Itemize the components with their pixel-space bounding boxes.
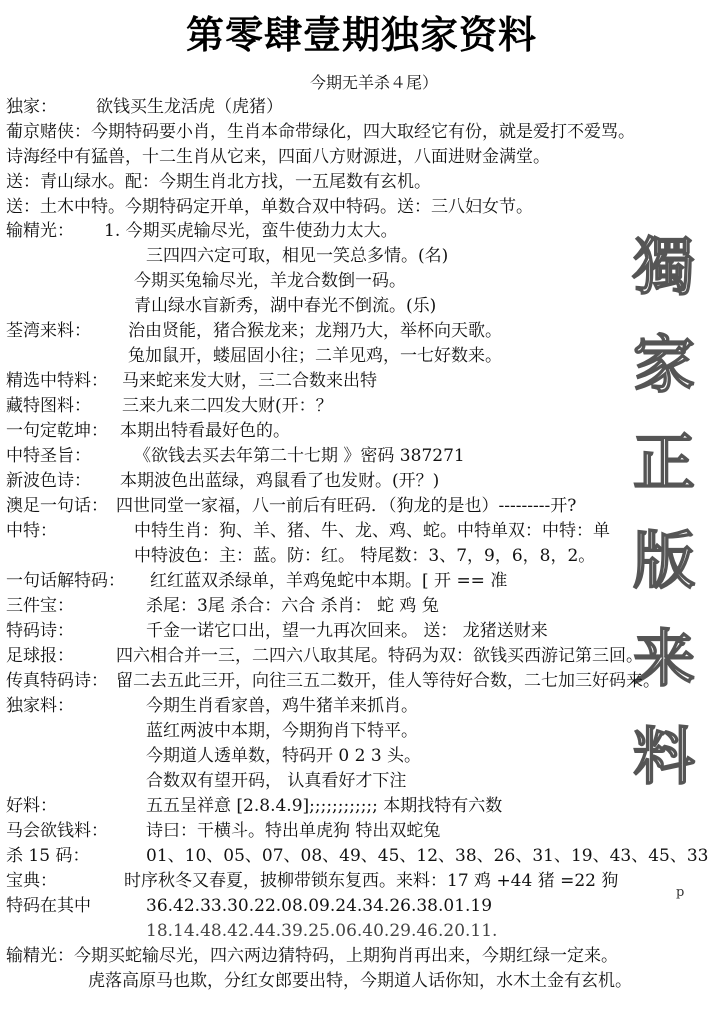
line-text: 合数双有望开码， 认真看好才下注 [146, 771, 407, 791]
watermark-vertical-text [628, 218, 700, 806]
line-text: 兔加鼠开，蝼屈固小往；二羊见鸡，一七好数来。 [128, 346, 502, 366]
line-text: 时序秋冬又春夏，披柳带锁东复西。来料：17 鸡 +44 猪 =22 狗 [124, 871, 619, 891]
line-text: 虎落高原马也欺，分红女郎要出特，今期道人话你知，水木土金有玄机。 [88, 971, 632, 991]
watermark-char: 正 [632, 426, 695, 499]
watermark-char: 来 [632, 622, 695, 695]
line-text: 葡京赌侠：今期特码要小肖，生肖本命带绿化，四大取经它有份，就是爱打不爱骂。 [6, 122, 635, 142]
line-text: 今期买兔输尽光，羊龙合数倒一码。 [134, 271, 406, 291]
watermark-char: 版 [632, 524, 695, 597]
line-text: 四六相合并一三，二四六八取其尾。特码为双：欲钱买西游记第三回。 [116, 646, 643, 666]
line-label: 荃湾来料： [6, 321, 91, 341]
line-text: 诗曰：干横斗。特出单虎狗 特出双蛇兔 [146, 821, 441, 841]
line-label: 输精光： [6, 221, 74, 241]
line-text: 三来九来二四发大财(开：？ [122, 396, 333, 416]
line-label: 新波色诗： [6, 471, 91, 491]
watermark-char: 獨 [632, 230, 695, 303]
line-text: 中特生肖：狗、羊、猪、牛、龙、鸡、蛇。中特单双：中特：单 [134, 521, 610, 541]
line-label: 特码在其中 [6, 896, 91, 916]
line-label: 一句定乾坤： [6, 421, 108, 441]
watermark-char: 家 [632, 328, 695, 401]
line-label: 中特圣旨： [6, 446, 91, 466]
line-text: 今期道人透单数，特码开 0 2 3 头。 [146, 746, 422, 766]
watermark-char: 料 [632, 720, 695, 793]
line-label: 精选中特料： [6, 371, 108, 391]
line-text: 输精光：今期买蛇输尽光，四六两边猜特码，上期狗肖再出来，今期红绿一定来。 [6, 946, 618, 966]
line-label: 独家料： [6, 696, 74, 716]
line-label: 特码诗： [6, 621, 74, 641]
line-label: 中特： [6, 521, 57, 541]
line-label: 宝典： [6, 871, 57, 891]
line-text: 36.42.33.30.22.08.09.24.34.26.38.01.19 [146, 896, 493, 916]
line-label: 传真特码诗： [6, 671, 108, 691]
corner-mark: p [676, 885, 685, 900]
line-text: 送：青山绿水。配：今期生肖北方找，一五尾数有玄机。 [6, 172, 431, 192]
line-text: 马来蛇来发大财，三二合数来出特 [122, 371, 377, 391]
line-text: 五五呈祥意 [2.8.4.9];;;;;;;;;;;; 本期找特有六数 [146, 796, 503, 816]
line-text: 18.14.48.42.44.39.25.06.40.29.46.20.11. [146, 921, 498, 941]
line-text: 本期出特看最好色的。 [120, 421, 290, 441]
subtitle: 今期无羊杀４尾） [310, 73, 439, 92]
line-label: 杀 15 码： [6, 846, 90, 866]
line-label: 足球报： [6, 646, 74, 666]
line-label: 好料： [6, 796, 57, 816]
line-text: 中特波色：主：蓝。防：红。 特尾数：3、7，9，6，8，2。 [134, 546, 596, 566]
line-text: 1. 今期买虎输尽光，蛮牛使劲力太大。 [104, 221, 398, 241]
line-label: 藏特图料： [6, 396, 91, 416]
line-text: 今期生肖看家兽，鸡牛猪羊来抓肖。 [146, 696, 418, 716]
line-text: 青山绿水盲新秀，湖中春光不倒流。(乐) [134, 296, 437, 316]
line-text: 欲钱买生龙活虎（虎猪） [96, 97, 283, 117]
line-text: 留二去五此三开，向往三五二数开，佳人等待好合数，二七加三好码来。 [116, 671, 660, 691]
line-text: 千金一诺它口出，望一九再次回来。 送： 龙猪送财来 [146, 621, 548, 641]
page-title: 第零肆壹期独家资料 [185, 12, 537, 57]
line-text: 三四四六定可取，相见一笑总多情。(名) [146, 246, 449, 266]
line-label: 澳足一句话： [6, 496, 108, 516]
line-text: 四世同堂一家福，八一前后有旺码．（狗龙的是也）---------开? [116, 496, 577, 516]
line-label: 三件宝： [6, 596, 74, 616]
line-text: 诗海经中有猛兽，十二生肖从它来，四面八方财源进，八面进财金满堂。 [6, 147, 550, 167]
line-text: 本期波色出蓝绿，鸡鼠看了也发财。(开？) [120, 471, 440, 491]
line-text: 《欲钱去买去年第二十七期 》密码 387271 [134, 446, 465, 466]
line-text: 01、10、05、07、08、49、45、12、38、26、31、19、43、45、33 [146, 846, 709, 866]
line-text: 送：土木中特。今期特码定开单，单数合双中特码。送：三八妇女节。 [6, 197, 533, 217]
line-text: 杀尾：3尾 杀合：六合 杀肖： 蛇 鸡 兔 [146, 596, 439, 616]
line-label: 马会欲钱料： [6, 821, 108, 841]
line-text: 治由贤能，猪合猴龙来；龙翔乃大，举杯向天歌。 [128, 321, 502, 341]
line-text: 红红蓝双杀绿单，羊鸡兔蛇中本期。[ 开 == 准 [150, 571, 508, 591]
line-text: 蓝红两波中本期，今期狗肖下特平。 [146, 721, 418, 741]
line-label: 一句话解特码： [6, 571, 125, 591]
line-label: 独家： [6, 97, 57, 117]
